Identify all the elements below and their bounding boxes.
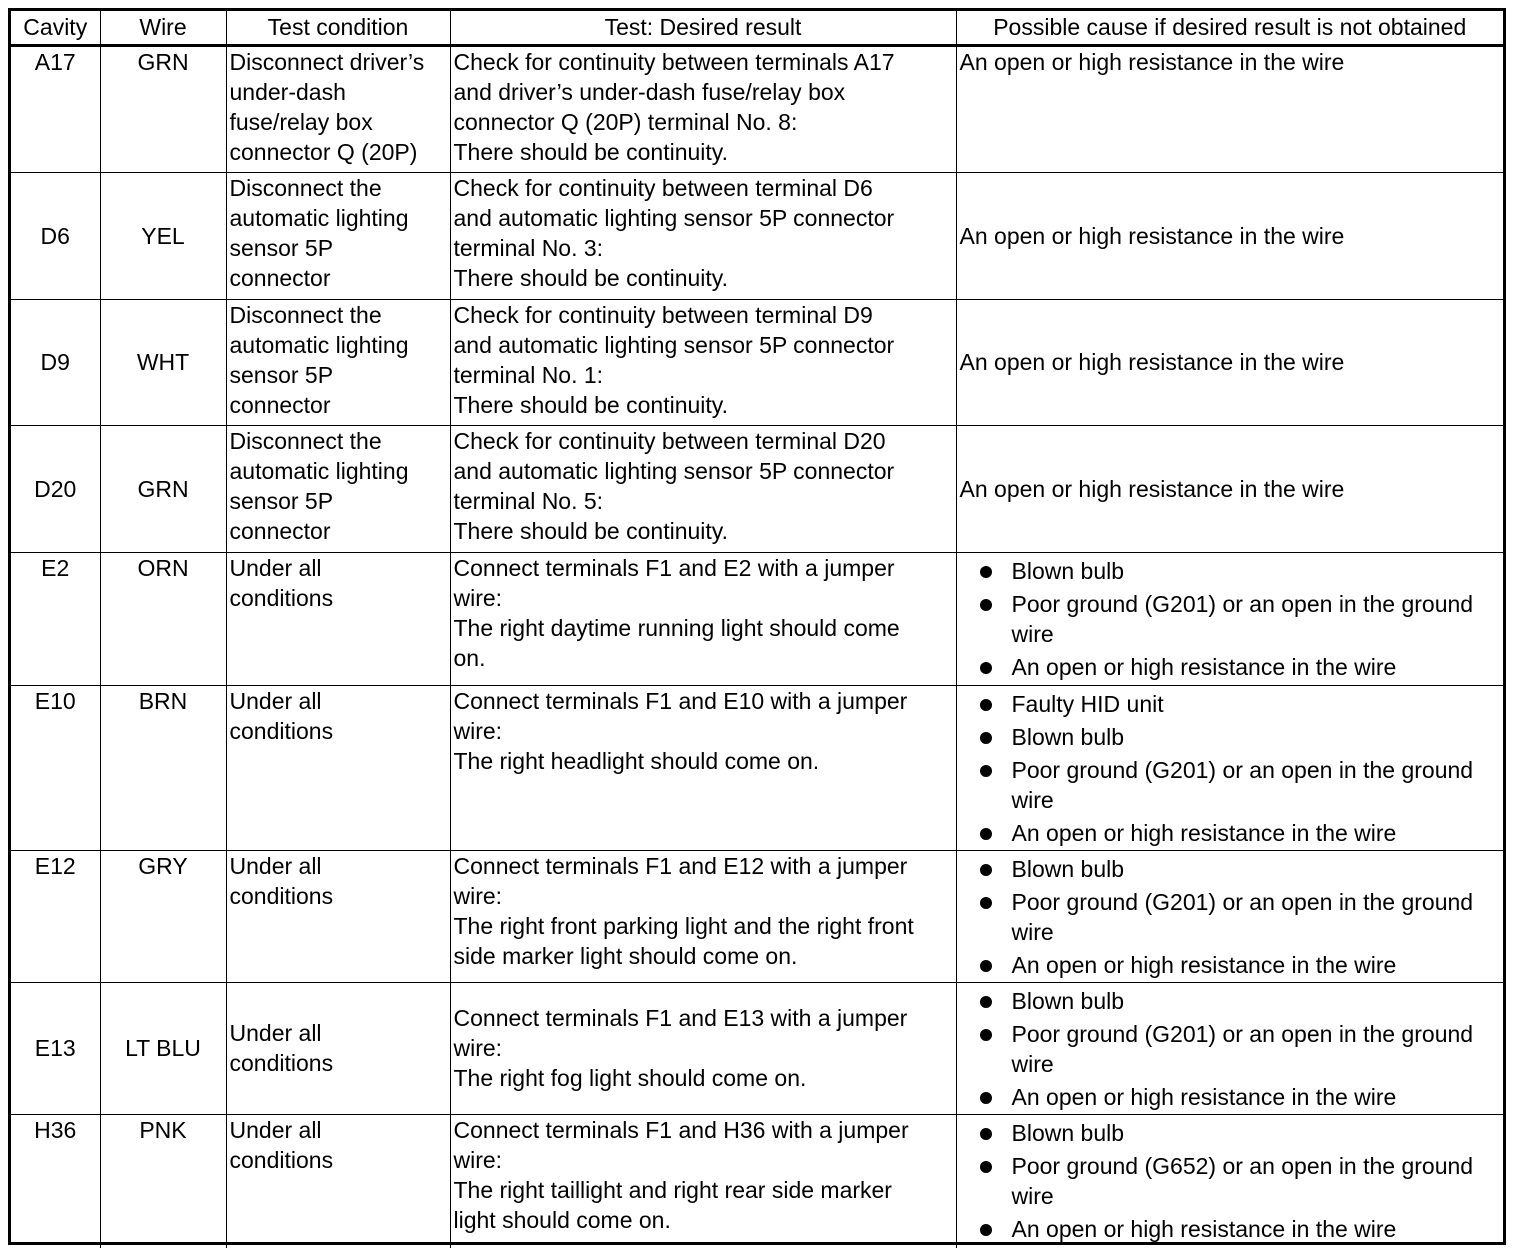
condition-line: conditions [229, 1146, 334, 1173]
cause-list-item: An open or high resistance in the wire [978, 652, 1501, 682]
result-line: and automatic lighting sensor 5P connector [453, 457, 895, 484]
cell-cavity: D9 [11, 299, 100, 425]
cell-possible-cause [956, 685, 1503, 850]
condition-line: fuse/relay box [229, 108, 373, 135]
condition-line: Disconnect the [229, 427, 382, 454]
condition-line: Under all [229, 852, 322, 879]
cause-list-item: An open or high resistance in the wire [978, 950, 1501, 980]
cell-wire: YEL [100, 172, 226, 299]
cell-cavity: A17 [11, 45, 100, 172]
cell-test-condition [226, 982, 450, 1114]
cell-desired-result [450, 850, 956, 982]
cell-desired-result [450, 425, 956, 552]
cause-list [960, 854, 1501, 980]
condition-line: conditions [229, 1050, 334, 1076]
cause-list-item: Poor ground (G652) or an open in the ground wire [978, 1151, 1501, 1211]
cell-cavity: E10 [11, 685, 100, 850]
cause-list [960, 1118, 1501, 1244]
result-line: There should be continuity. [453, 391, 728, 418]
result-line: connector Q (20P) terminal No. 8: [453, 108, 798, 135]
cause-list [960, 556, 1501, 682]
result-line: terminal No. 5: [453, 487, 604, 514]
table-body [11, 45, 1503, 1248]
cell-possible-cause [956, 1114, 1503, 1248]
cause-list-item: Blown bulb [978, 1118, 1501, 1148]
result-line: Connect terminals F1 and E10 with a jumper [453, 687, 908, 714]
condition-line: sensor 5P [229, 487, 334, 514]
cell-test-condition [226, 45, 450, 172]
result-line: wire: [453, 584, 503, 611]
cell-cavity: D20 [11, 425, 100, 552]
condition-line: Disconnect the [229, 174, 382, 201]
table-row [11, 299, 1503, 425]
condition-line: connector [229, 264, 331, 291]
cell-possible-cause [956, 850, 1503, 982]
cause-list-item: Faulty HID unit [978, 689, 1501, 719]
result-line: Connect terminals F1 and E2 with a jumper [453, 554, 895, 581]
cell-wire: PNK [100, 1114, 226, 1248]
table-row [11, 982, 1503, 1114]
cell-wire: WHT [100, 299, 226, 425]
result-line: Connect terminals F1 and E12 with a jumper [453, 852, 908, 879]
cell-possible-cause [956, 552, 1503, 685]
result-line: wire: [453, 882, 503, 909]
diagnostic-table [11, 11, 1503, 1248]
cell-cavity: E12 [11, 850, 100, 982]
condition-line: automatic lighting [229, 204, 409, 231]
result-line: Connect terminals F1 and E13 with a jumper [453, 1005, 908, 1031]
cell-wire: ORN [100, 552, 226, 685]
cause-list-item: Poor ground (G201) or an open in the ground wire [978, 887, 1501, 947]
cell-test-condition [226, 850, 450, 982]
result-line: on. [453, 644, 486, 671]
result-line: and driver’s under-dash fuse/relay box [453, 78, 846, 105]
cell-possible-cause [956, 982, 1503, 1114]
cause-list [960, 689, 1501, 848]
cell-cavity: H36 [11, 1114, 100, 1248]
result-line: wire: [453, 1035, 503, 1061]
cause-list-item: Blown bulb [978, 986, 1501, 1016]
cell-wire: GRN [100, 45, 226, 172]
condition-line: Under all [229, 687, 322, 714]
result-line: The right front parking light and the right front [453, 912, 914, 939]
condition-line: Disconnect driver’s [229, 48, 425, 75]
result-line: Connect terminals F1 and H36 with a jumper [453, 1116, 909, 1143]
result-line: There should be continuity. [453, 138, 728, 165]
cause-list-item: An open or high resistance in the wire [978, 1082, 1501, 1112]
result-line: Check for continuity between terminal D6 [453, 174, 873, 201]
condition-line: Under all [229, 1116, 322, 1143]
header-test-desired-result: Test: Desired result [450, 11, 956, 45]
cell-cavity: D6 [11, 172, 100, 299]
header-test-condition: Test condition [226, 11, 450, 45]
cell-test-condition [226, 685, 450, 850]
table-header-row [11, 11, 1503, 45]
header-possible-cause: Possible cause if desired result is not obtained [956, 11, 1503, 45]
cell-test-condition [226, 172, 450, 299]
cell-desired-result [450, 982, 956, 1114]
table-row [11, 45, 1503, 172]
result-line: side marker light should come on. [453, 942, 798, 969]
result-line: and automatic lighting sensor 5P connector [453, 204, 895, 231]
condition-line: Disconnect the [229, 301, 382, 328]
cause-list-item: Blown bulb [978, 556, 1501, 586]
cause-text: An open or high resistance in the wire [959, 48, 1345, 75]
cause-text: An open or high resistance in the wire [959, 349, 1345, 375]
cause-text: An open or high resistance in the wire [959, 222, 1345, 249]
table-row [11, 425, 1503, 552]
result-line: terminal No. 3: [453, 234, 604, 261]
cause-list-item: An open or high resistance in the wire [978, 818, 1501, 848]
header-cavity: Cavity [11, 11, 100, 45]
result-line: There should be continuity. [453, 264, 728, 291]
cause-list-item: Blown bulb [978, 854, 1501, 884]
cause-list-item: Poor ground (G201) or an open in the ground wire [978, 1019, 1501, 1079]
result-line: Check for continuity between terminals A17 [453, 48, 895, 75]
condition-line: conditions [229, 882, 334, 909]
header-wire: Wire [100, 11, 226, 45]
cell-possible-cause [956, 172, 1503, 299]
cell-test-condition [226, 299, 450, 425]
result-line: Check for continuity between terminal D20 [453, 427, 886, 454]
table-row [11, 172, 1503, 299]
condition-line: conditions [229, 717, 334, 744]
result-line: wire: [453, 717, 503, 744]
cell-desired-result [450, 172, 956, 299]
result-line: and automatic lighting sensor 5P connector [453, 331, 895, 358]
cell-desired-result [450, 45, 956, 172]
condition-line: automatic lighting [229, 457, 409, 484]
condition-line: conditions [229, 584, 334, 611]
result-line: The right taillight and right rear side marker [453, 1176, 892, 1203]
condition-line: sensor 5P [229, 361, 334, 388]
condition-line: Under all [229, 1020, 322, 1046]
table-row [11, 850, 1503, 982]
cell-possible-cause [956, 299, 1503, 425]
cell-cavity: E13 [11, 982, 100, 1114]
cell-desired-result [450, 1114, 956, 1248]
cell-desired-result [450, 685, 956, 850]
cell-wire: BRN [100, 685, 226, 850]
result-line: Check for continuity between terminal D9 [453, 301, 873, 328]
cell-cavity: E2 [11, 552, 100, 685]
cell-possible-cause [956, 45, 1503, 172]
condition-line: automatic lighting [229, 331, 409, 358]
result-line: The right headlight should come on. [453, 747, 820, 774]
cause-list-item: Poor ground (G201) or an open in the ground wire [978, 589, 1501, 649]
cell-test-condition [226, 425, 450, 552]
diagnostic-table-frame [8, 8, 1506, 1245]
cell-desired-result [450, 552, 956, 685]
cause-list-item: Poor ground (G201) or an open in the ground wire [978, 755, 1501, 815]
cell-test-condition [226, 1114, 450, 1248]
condition-line: connector Q (20P) [229, 138, 418, 165]
condition-line: connector [229, 517, 331, 544]
result-line: There should be continuity. [453, 517, 728, 544]
cell-possible-cause [956, 425, 1503, 552]
condition-line: sensor 5P [229, 234, 334, 261]
table-row [11, 685, 1503, 850]
cause-list [960, 986, 1501, 1112]
cell-desired-result [450, 299, 956, 425]
result-line: terminal No. 1: [453, 361, 604, 388]
condition-line: Under all [229, 554, 322, 581]
cell-wire: GRY [100, 850, 226, 982]
cell-wire: LT BLU [100, 982, 226, 1114]
condition-line: connector [229, 391, 331, 418]
cause-text: An open or high resistance in the wire [959, 475, 1345, 502]
table-row [11, 1114, 1503, 1248]
table-row [11, 552, 1503, 685]
result-line: wire: [453, 1146, 503, 1173]
cause-list-item: Blown bulb [978, 722, 1501, 752]
result-line: light should come on. [453, 1206, 671, 1233]
cell-test-condition [226, 552, 450, 685]
cause-list-item: An open or high resistance in the wire [978, 1214, 1501, 1244]
result-line: The right daytime running light should come [453, 614, 900, 641]
condition-line: under-dash [229, 78, 346, 105]
result-line: The right fog light should come on. [453, 1065, 807, 1091]
cell-wire: GRN [100, 425, 226, 552]
